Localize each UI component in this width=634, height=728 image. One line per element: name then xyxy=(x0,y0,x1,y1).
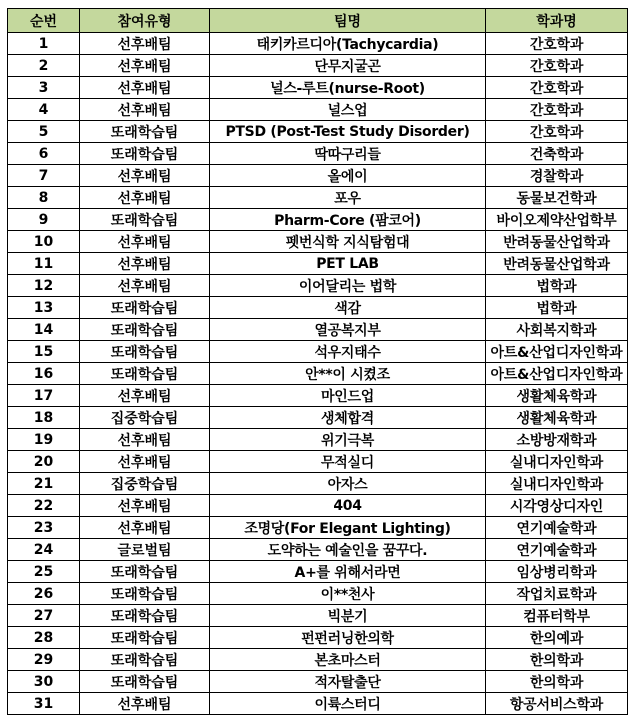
table-row xyxy=(8,671,628,693)
department-name: 생활체육학과 xyxy=(486,385,628,407)
table-row xyxy=(8,451,628,473)
row-number: 5 xyxy=(8,121,80,143)
row-number: 1 xyxy=(8,33,80,55)
team-name: 널스업 xyxy=(210,99,486,121)
participation-type: 선후배팀 xyxy=(80,693,210,715)
table-row xyxy=(8,649,628,671)
table-row xyxy=(8,55,628,77)
row-number: 15 xyxy=(8,341,80,363)
table-header xyxy=(8,9,628,33)
team-name: 석우지태수 xyxy=(210,341,486,363)
participation-type: 글로벌팀 xyxy=(80,539,210,561)
participation-type: 또래학습팀 xyxy=(80,561,210,583)
department-name: 간호학과 xyxy=(486,77,628,99)
row-number: 22 xyxy=(8,495,80,517)
row-number: 2 xyxy=(8,55,80,77)
column-header-department: 학과명 xyxy=(486,9,628,33)
participation-type: 또래학습팀 xyxy=(80,649,210,671)
column-header-team-name: 팀명 xyxy=(210,9,486,33)
team-name: 도약하는 예술인을 꿈꾸다. xyxy=(210,539,486,561)
team-name: 적자탈출단 xyxy=(210,671,486,693)
row-number: 8 xyxy=(8,187,80,209)
team-name: 단무지굴곤 xyxy=(210,55,486,77)
participation-type: 또래학습팀 xyxy=(80,297,210,319)
table-row xyxy=(8,99,628,121)
department-name: 법학과 xyxy=(486,275,628,297)
department-name: 임상병리학과 xyxy=(486,561,628,583)
department-name: 시각영상디자인 xyxy=(486,495,628,517)
department-name: 바이오제약산업학부 xyxy=(486,209,628,231)
team-name: 펀펀러닝한의학 xyxy=(210,627,486,649)
row-number: 3 xyxy=(8,77,80,99)
participation-type: 또래학습팀 xyxy=(80,583,210,605)
participation-type: 집중학습팀 xyxy=(80,473,210,495)
participation-type: 선후배팀 xyxy=(80,517,210,539)
table-row xyxy=(8,517,628,539)
participation-type: 선후배팀 xyxy=(80,33,210,55)
team-name: 포우 xyxy=(210,187,486,209)
participation-type: 집중학습팀 xyxy=(80,407,210,429)
row-number: 18 xyxy=(8,407,80,429)
department-name: 간호학과 xyxy=(486,121,628,143)
table-row xyxy=(8,407,628,429)
table-row xyxy=(8,209,628,231)
team-name: 404 xyxy=(210,495,486,517)
team-name: A+를 위해서라면 xyxy=(210,561,486,583)
department-name: 연기예술학과 xyxy=(486,517,628,539)
department-name: 아트&산업디자인학과 xyxy=(486,363,628,385)
team-name: 이륙스터디 xyxy=(210,693,486,715)
row-number: 21 xyxy=(8,473,80,495)
department-name: 간호학과 xyxy=(486,99,628,121)
team-name: PTSD (Post-Test Study Disorder) xyxy=(210,121,486,143)
header-row xyxy=(8,9,628,33)
table-row xyxy=(8,187,628,209)
row-number: 29 xyxy=(8,649,80,671)
row-number: 20 xyxy=(8,451,80,473)
participation-type: 선후배팀 xyxy=(80,77,210,99)
department-name: 동물보건학과 xyxy=(486,187,628,209)
team-name: PET LAB xyxy=(210,253,486,275)
participation-type: 또래학습팀 xyxy=(80,341,210,363)
table-row xyxy=(8,33,628,55)
table-row xyxy=(8,605,628,627)
participation-type: 선후배팀 xyxy=(80,495,210,517)
table-row xyxy=(8,473,628,495)
team-name: 조명당(For Elegant Lighting) xyxy=(210,517,486,539)
table-row xyxy=(8,539,628,561)
row-number: 14 xyxy=(8,319,80,341)
table-row xyxy=(8,561,628,583)
department-name: 한의예과 xyxy=(486,627,628,649)
participation-type: 선후배팀 xyxy=(80,275,210,297)
team-list-table xyxy=(7,8,628,715)
row-number: 30 xyxy=(8,671,80,693)
department-name: 간호학과 xyxy=(486,33,628,55)
table-row xyxy=(8,121,628,143)
team-name: Pharm-Core (팜코어) xyxy=(210,209,486,231)
row-number: 4 xyxy=(8,99,80,121)
table-row xyxy=(8,297,628,319)
column-header-number: 순번 xyxy=(8,9,80,33)
team-name: 빅분기 xyxy=(210,605,486,627)
table-row xyxy=(8,495,628,517)
participation-type: 또래학습팀 xyxy=(80,209,210,231)
row-number: 28 xyxy=(8,627,80,649)
row-number: 9 xyxy=(8,209,80,231)
participation-type: 선후배팀 xyxy=(80,385,210,407)
table-row xyxy=(8,385,628,407)
participation-type: 선후배팀 xyxy=(80,451,210,473)
table-row xyxy=(8,583,628,605)
team-name: 위기극복 xyxy=(210,429,486,451)
team-name: 본초마스터 xyxy=(210,649,486,671)
department-name: 반려동물산업학과 xyxy=(486,231,628,253)
row-number: 27 xyxy=(8,605,80,627)
department-name: 작업치료학과 xyxy=(486,583,628,605)
team-name: 마인드업 xyxy=(210,385,486,407)
department-name: 실내디자인학과 xyxy=(486,473,628,495)
row-number: 19 xyxy=(8,429,80,451)
department-name: 한의학과 xyxy=(486,671,628,693)
table-row xyxy=(8,319,628,341)
team-name: 이어달리는 법학 xyxy=(210,275,486,297)
table-row xyxy=(8,77,628,99)
row-number: 6 xyxy=(8,143,80,165)
participation-type: 선후배팀 xyxy=(80,55,210,77)
row-number: 26 xyxy=(8,583,80,605)
row-number: 13 xyxy=(8,297,80,319)
department-name: 아트&산업디자인학과 xyxy=(486,341,628,363)
participation-type: 선후배팀 xyxy=(80,165,210,187)
table-row xyxy=(8,429,628,451)
department-name: 한의학과 xyxy=(486,649,628,671)
team-name: 열공복지부 xyxy=(210,319,486,341)
participation-type: 선후배팀 xyxy=(80,99,210,121)
table-row xyxy=(8,627,628,649)
team-name: 올에이 xyxy=(210,165,486,187)
department-name: 컴퓨터학부 xyxy=(486,605,628,627)
department-name: 항공서비스학과 xyxy=(486,693,628,715)
team-name: 생체합격 xyxy=(210,407,486,429)
table-row xyxy=(8,143,628,165)
row-number: 10 xyxy=(8,231,80,253)
row-number: 11 xyxy=(8,253,80,275)
row-number: 17 xyxy=(8,385,80,407)
team-name: 안**이 시켰조 xyxy=(210,363,486,385)
team-name: 딱따구리들 xyxy=(210,143,486,165)
table-row xyxy=(8,693,628,715)
participation-type: 또래학습팀 xyxy=(80,671,210,693)
column-header-participation-type: 참여유형 xyxy=(80,9,210,33)
participation-type: 또래학습팀 xyxy=(80,319,210,341)
table-row xyxy=(8,275,628,297)
participation-type: 또래학습팀 xyxy=(80,605,210,627)
department-name: 간호학과 xyxy=(486,55,628,77)
department-name: 생활체육학과 xyxy=(486,407,628,429)
table-row xyxy=(8,231,628,253)
team-name: 무적실디 xyxy=(210,451,486,473)
department-name: 반려동물산업학과 xyxy=(486,253,628,275)
participation-type: 또래학습팀 xyxy=(80,363,210,385)
team-name: 아자스 xyxy=(210,473,486,495)
department-name: 소방방재학과 xyxy=(486,429,628,451)
row-number: 24 xyxy=(8,539,80,561)
participation-type: 선후배팀 xyxy=(80,253,210,275)
department-name: 실내디자인학과 xyxy=(486,451,628,473)
participation-type: 선후배팀 xyxy=(80,429,210,451)
table-body xyxy=(8,33,628,715)
participation-type: 또래학습팀 xyxy=(80,627,210,649)
row-number: 7 xyxy=(8,165,80,187)
department-name: 연기예술학과 xyxy=(486,539,628,561)
table-row xyxy=(8,363,628,385)
row-number: 31 xyxy=(8,693,80,715)
participation-type: 또래학습팀 xyxy=(80,121,210,143)
team-name: 펫번식학 지식탐험대 xyxy=(210,231,486,253)
team-name: 널스-루트(nurse-Root) xyxy=(210,77,486,99)
department-name: 사회복지학과 xyxy=(486,319,628,341)
row-number: 23 xyxy=(8,517,80,539)
participation-type: 선후배팀 xyxy=(80,187,210,209)
table-row xyxy=(8,165,628,187)
participation-type: 선후배팀 xyxy=(80,231,210,253)
participation-type: 또래학습팀 xyxy=(80,143,210,165)
team-name: 색감 xyxy=(210,297,486,319)
department-name: 법학과 xyxy=(486,297,628,319)
table-row xyxy=(8,341,628,363)
department-name: 건축학과 xyxy=(486,143,628,165)
row-number: 25 xyxy=(8,561,80,583)
row-number: 12 xyxy=(8,275,80,297)
team-name: 태키카르디아(Tachycardia) xyxy=(210,33,486,55)
row-number: 16 xyxy=(8,363,80,385)
team-name: 이**천사 xyxy=(210,583,486,605)
table-row xyxy=(8,253,628,275)
department-name: 경찰학과 xyxy=(486,165,628,187)
